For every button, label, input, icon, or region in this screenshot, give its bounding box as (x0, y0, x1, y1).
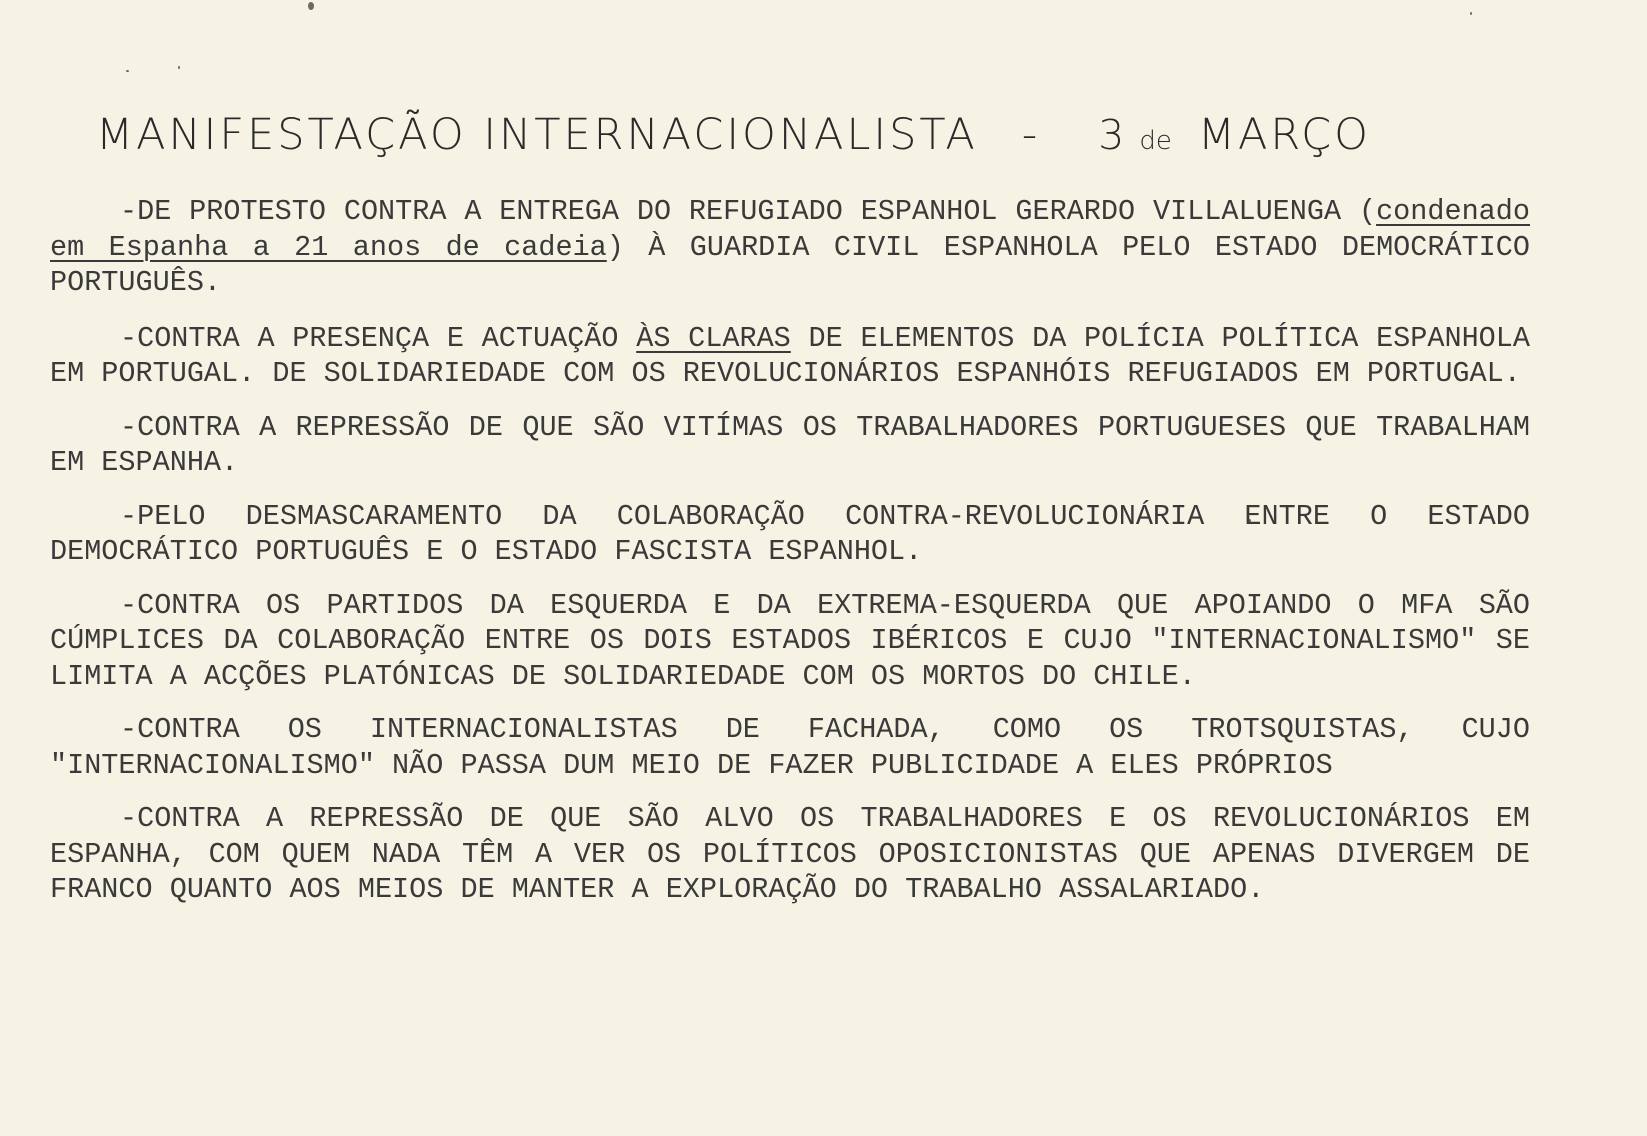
paragraph-1 (50, 194, 1530, 301)
paragraph-2 (50, 321, 1530, 392)
paragraph-2-tail: DE ELEMENTOS DA POLÍCIA POLÍTICA ESPANHOLA EM PORTUGAL. DE SOLIDARIEDADE COM OS REVOLUCIONÁRIOS ESPANHÓIS REFUGIADOS EM PORTUGAL. (50, 321, 1530, 390)
paragraph-1-lead: -DE PROTESTO CONTRA A ENTREGA DO REFUGIADO ESPANHOL GERARDO VILLALUENGA ( (120, 195, 1377, 228)
paragraph-7-text: -CONTRA A REPRESSÃO DE QUE SÃO ALVO OS TRABALHADORES E OS REVOLUCIONÁRIOS EM ESPANHA, COM QUEM NADA TÊM A VER OS POLÍTICOS OPOSICIONISTAS QUE APENAS DIVERGEM DE FRANCO QUANTO AOS MEIOS DE MANTER A EXPLORAÇÃO DO TRABALHO ASSALARIADO. (50, 802, 1530, 906)
paragraph-4 (50, 499, 1530, 570)
paper-speck (1470, 12, 1472, 15)
paragraph-2-underlined: ÀS CLARAS (636, 321, 791, 355)
paper-speck (126, 70, 129, 72)
document-body (50, 194, 1530, 926)
title-de: de (1139, 126, 1172, 156)
paragraph-5 (50, 588, 1530, 695)
title-day: 3 (1098, 111, 1128, 159)
paragraph-6 (50, 712, 1530, 783)
paper-speck (178, 66, 180, 69)
paper-speck (308, 2, 314, 10)
title-main: MANIFESTAÇÃO INTERNACIONALISTA (96, 110, 978, 160)
paragraph-2-lead: -CONTRA A PRESENÇA E ACTUAÇÃO (120, 321, 637, 355)
paragraph-5-text: -CONTRA OS PARTIDOS DA ESQUERDA E DA EXTREMA-ESQUERDA QUE APOIANDO O MFA SÃO CÚMPLICES DA COLABORAÇÃO ENTRE OS DOIS ESTADOS IBÉRICOS E CUJO "INTERNACIONALISMO" SE LIMITA A ACÇÕES PLATÓNICAS DE SOLIDARIEDADE COM OS MORTOS DO CHILE. (50, 588, 1530, 693)
paragraph-1-underlined: condenado em Espanha a 21 anos de cadeia (50, 195, 1530, 264)
paragraph-3-text: -CONTRA A REPRESSÃO DE QUE SÃO VITÍMAS OS TRABALHADORES PORTUGUESES QUE TRABALHAM EM ESPANHA. (50, 410, 1530, 479)
paragraph-7 (50, 801, 1530, 908)
paragraph-4-text: -PELO DESMASCARAMENTO DA COLABORAÇÃO CONTRA-REVOLUCIONÁRIA ENTRE O ESTADO DEMOCRÁTICO PORTUGUÊS E O ESTADO FASCISTA ESPANHOL. (50, 499, 1530, 568)
paragraph-6-text: -CONTRA OS INTERNACIONALISTAS DE FACHADA, COMO OS TROTSQUISTAS, CUJO "INTERNACIONALISMO" NÃO PASSA DUM MEIO DE FAZER PUBLICIDADE A ELES PRÓPRIOS (50, 713, 1530, 782)
paragraph-1-tail: ) À GUARDIA CIVIL ESPANHOLA PELO ESTADO DEMOCRÁTICO PORTUGUÊS. (50, 230, 1530, 299)
paragraph-3 (50, 410, 1530, 481)
title-dash: - (1021, 110, 1041, 160)
document-title (96, 110, 1516, 160)
title-month: MARÇO (1197, 110, 1371, 160)
